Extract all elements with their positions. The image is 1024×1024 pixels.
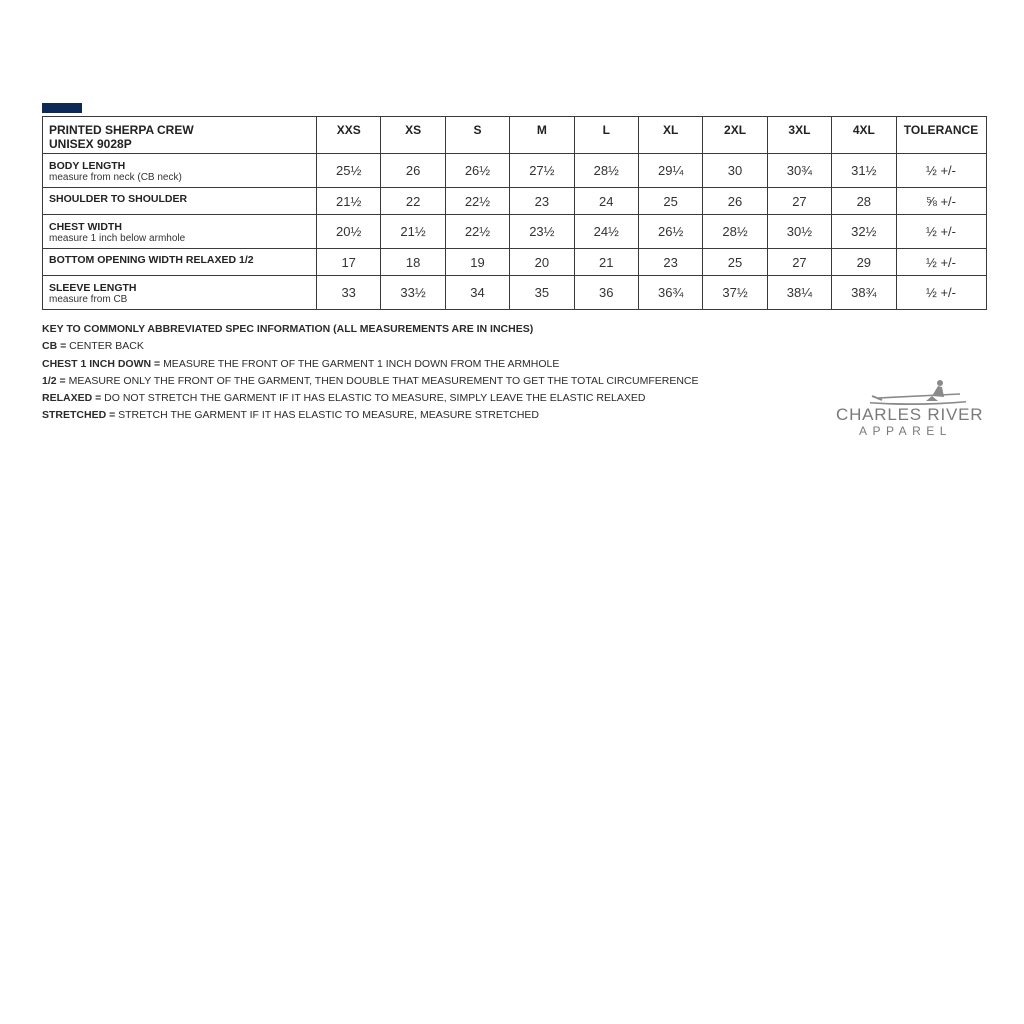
key-definition: MEASURE ONLY THE FRONT OF THE GARMENT, THEN DOUBLE THAT MEASUREMENT TO GET THE TOTAL CIRCUMFERENCE [68,374,699,387]
size-header: XXS [317,117,381,154]
size-value: 36 [574,276,638,310]
size-value: 26½ [445,154,509,188]
measurement-note: measure from CB [49,294,128,305]
measurement-note: measure from neck (CB neck) [49,172,182,183]
measurement-label-cell [43,154,317,188]
size-value: 26 [381,154,445,188]
size-value: 30 [703,154,767,188]
key-item [42,407,762,424]
size-value: 27 [767,188,831,215]
size-value: 27½ [510,154,574,188]
style-title-cell [43,117,317,154]
size-value: 25½ [317,154,381,188]
size-value: 18 [381,249,445,276]
table-header-row [43,117,987,154]
size-value: 38¼ [767,276,831,310]
measurement-label: BODY LENGTH [49,160,126,172]
table-row [43,215,987,249]
key-term: STRETCHED = [42,409,116,422]
measurement-label: BOTTOM OPENING WIDTH RELAXED 1/2 [49,254,254,266]
tolerance-header: TOLERANCE [896,117,986,154]
style-number: UNISEX 9028P [49,137,132,151]
size-value: 22½ [445,188,509,215]
size-value: 20 [510,249,574,276]
key-item [42,338,762,355]
measurement-label: SHOULDER TO SHOULDER [49,193,188,205]
measurement-label: CHEST WIDTH [49,221,122,233]
key-item [42,356,762,373]
measurement-label-cell [43,215,317,249]
size-value: 19 [445,249,509,276]
size-header: S [445,117,509,154]
table-row [43,154,987,188]
key-definition: DO NOT STRETCH THE GARMENT IF IT HAS ELASTIC TO MEASURE, SIMPLY LEAVE THE ELASTIC RELAXED [104,392,646,405]
size-header: 3XL [767,117,831,154]
rower-icon [868,378,968,408]
table-row [43,276,987,310]
size-value: 28 [832,188,896,215]
size-value: 33½ [381,276,445,310]
size-header: XL [638,117,702,154]
size-value: 35 [510,276,574,310]
size-header: 4XL [832,117,896,154]
table-row [43,249,987,276]
size-value: 21½ [381,215,445,249]
measurement-label-cell [43,276,317,310]
size-value: 21 [574,249,638,276]
size-value: 29¼ [638,154,702,188]
size-value: 34 [445,276,509,310]
size-value: 26½ [638,215,702,249]
abbreviation-key [42,321,762,425]
measurement-label-cell [43,188,317,215]
key-item [42,390,762,407]
charles-river-logo [836,378,988,440]
size-value: 22½ [445,215,509,249]
size-value: 24 [574,188,638,215]
accent-bar [42,103,82,113]
tolerance-value: ½ +/- [896,276,986,310]
size-header: L [574,117,638,154]
measurement-label-cell [43,249,317,276]
size-value: 20½ [317,215,381,249]
size-value: 17 [317,249,381,276]
size-value: 28½ [574,154,638,188]
measurement-note: measure 1 inch below armhole [49,233,186,244]
size-header: XS [381,117,445,154]
size-value: 37½ [703,276,767,310]
size-value: 29 [832,249,896,276]
size-value: 22 [381,188,445,215]
key-definition: MEASURE THE FRONT OF THE GARMENT 1 INCH DOWN FROM THE ARMHOLE [163,357,560,370]
key-term: CHEST 1 INCH DOWN = [42,357,161,370]
size-value: 25 [703,249,767,276]
tolerance-value: ½ +/- [896,215,986,249]
tolerance-value: ½ +/- [896,249,986,276]
size-value: 26 [703,188,767,215]
size-value: 23 [638,249,702,276]
size-value: 30½ [767,215,831,249]
size-value: 31½ [832,154,896,188]
key-term: RELAXED = [42,392,102,405]
size-value: 25 [638,188,702,215]
size-value: 33 [317,276,381,310]
key-definition: STRETCH THE GARMENT IF IT HAS ELASTIC TO MEASURE, MEASURE STRETCHED [118,409,539,422]
table-row [43,188,987,215]
logo-wordmark: CHARLES RIVER [836,405,984,424]
size-value: 38¾ [832,276,896,310]
measurement-label: SLEEVE LENGTH [49,282,137,294]
logo-subtitle: APPAREL [859,424,952,438]
size-header: M [510,117,574,154]
size-value: 32½ [832,215,896,249]
tolerance-value: ⅝ +/- [896,188,986,215]
size-value: 21½ [317,188,381,215]
size-value: 23½ [510,215,574,249]
key-definition: CENTER BACK [69,340,144,353]
key-item [42,373,762,390]
style-name: PRINTED SHERPA CREW [49,123,194,137]
size-value: 28½ [703,215,767,249]
size-value: 23 [510,188,574,215]
size-value: 30¾ [767,154,831,188]
key-term: CB = [42,340,67,353]
size-value: 24½ [574,215,638,249]
size-spec-table [42,116,987,310]
tolerance-value: ½ +/- [896,154,986,188]
key-term: 1/2 = [42,374,66,387]
size-value: 27 [767,249,831,276]
key-heading: KEY TO COMMONLY ABBREVIATED SPEC INFORMATION (ALL MEASUREMENTS ARE IN INCHES) [42,323,534,335]
size-header: 2XL [703,117,767,154]
size-value: 36¾ [638,276,702,310]
